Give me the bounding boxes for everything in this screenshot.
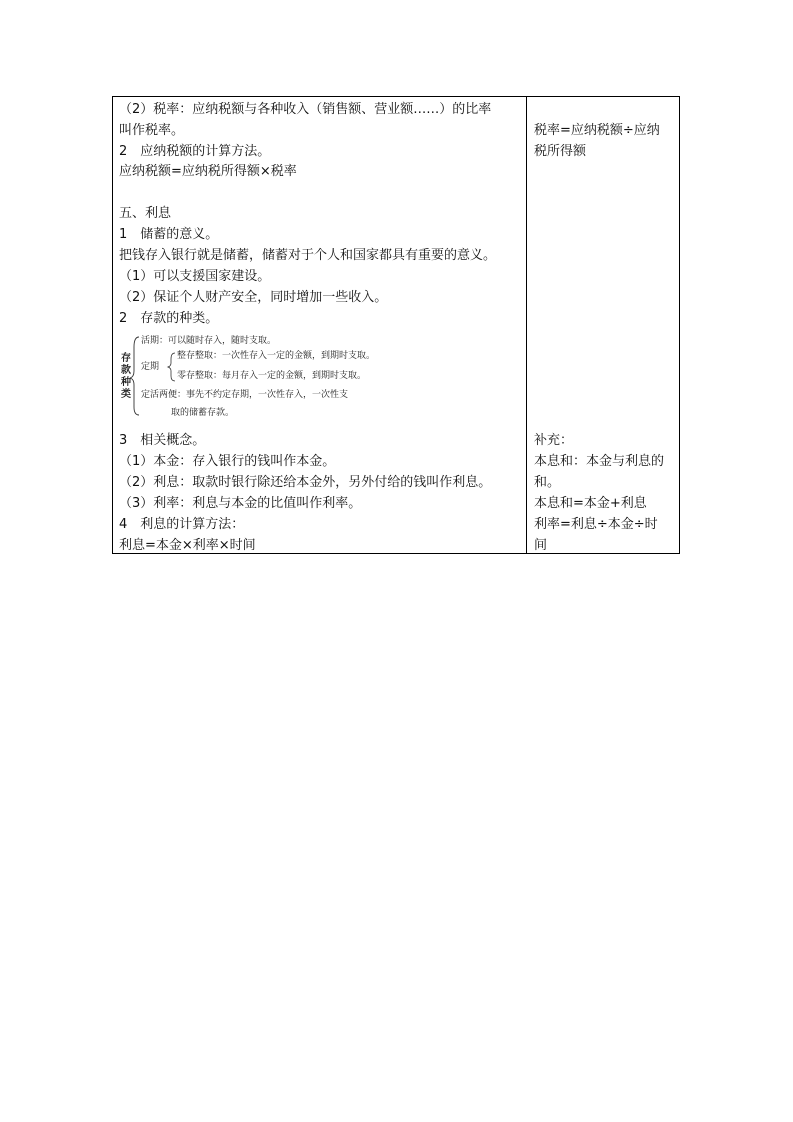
principal-interest-definition-line2: 和。 — [534, 475, 561, 490]
principal-definition: （1）本金：存入银行的钱叫作本金。 — [119, 454, 336, 469]
diagram-zhengcun: 整存整取：一次性存入一定的金额，到期时支取。 — [177, 351, 376, 361]
related-concepts-heading: 3 相关概念。 — [119, 433, 206, 448]
diagram-dinghuo-line1: 定活两便：事先不约定存期，一次性存入，一次性支 — [141, 390, 349, 400]
principal-interest-formula: 本息和=本金+利息 — [534, 496, 647, 511]
diagram-label-char-4: 类 — [121, 389, 131, 400]
savings-point-2: （2）保证个人财产安全，同时增加一些收入。 — [119, 290, 388, 305]
diagram-dingqi: 定期 — [141, 362, 160, 372]
principal-interest-definition-line1: 本息和：本金与利息的 — [534, 454, 665, 469]
tax-rate-formula-line1: 税率=应纳税额÷应纳 — [534, 123, 660, 138]
deposit-types-heading: 2 存款的种类。 — [119, 311, 219, 326]
inner-brace — [168, 353, 175, 381]
interest-rate-formula-line1: 利率=利息÷本金÷时 — [534, 517, 658, 532]
interest-rate-formula-line2: 间 — [534, 538, 548, 553]
savings-meaning-text: 把钱存入银行就是储蓄，储蓄对于个人和国家都具有重要的意义。 — [119, 248, 497, 263]
diagram-label-char-1: 存 — [121, 353, 131, 364]
diagram-label-char-3: 种 — [121, 377, 131, 388]
section-heading-interest: 五、利息 — [119, 206, 172, 221]
diagram-lingcun: 零存整取：每月存入一定的金额，到期时支取。 — [177, 371, 367, 381]
tax-rate-definition-line2: 叫作税率。 — [119, 123, 185, 138]
diagram-dinghuo-line2: 取的储蓄存款。 — [171, 408, 235, 418]
tax-rate-definition-line1: （2）税率：应纳税额与各种收入（销售额、营业额……）的比率 — [119, 102, 492, 117]
tax-calc-heading: 2 应纳税额的计算方法。 — [119, 144, 271, 159]
savings-point-1: （1）可以支援国家建设。 — [119, 269, 271, 284]
savings-meaning-heading: 1 储蓄的意义。 — [119, 227, 219, 242]
interest-formula: 利息=本金×利率×时间 — [119, 538, 256, 553]
content-table — [112, 96, 680, 554]
tax-rate-formula-line2: 税所得额 — [534, 144, 587, 159]
tax-formula: 应纳税额=应纳税所得额×税率 — [119, 164, 297, 179]
interest-definition: （2）利息：取款时银行除还给本金外，另外付给的钱叫作利息。 — [119, 475, 492, 490]
interest-rate-definition: （3）利率：利息与本金的比值叫作利率。 — [119, 496, 362, 511]
supplement-heading: 补充： — [534, 433, 574, 448]
diagram-huoqi: 活期：可以随时存入，随时支取。 — [141, 336, 277, 346]
column-divider — [526, 97, 527, 553]
outer-brace — [130, 337, 139, 415]
interest-calc-heading: 4 利息的计算方法： — [119, 517, 245, 532]
deposit-types-diagram — [119, 331, 419, 421]
diagram-label-char-2: 款 — [121, 365, 131, 376]
